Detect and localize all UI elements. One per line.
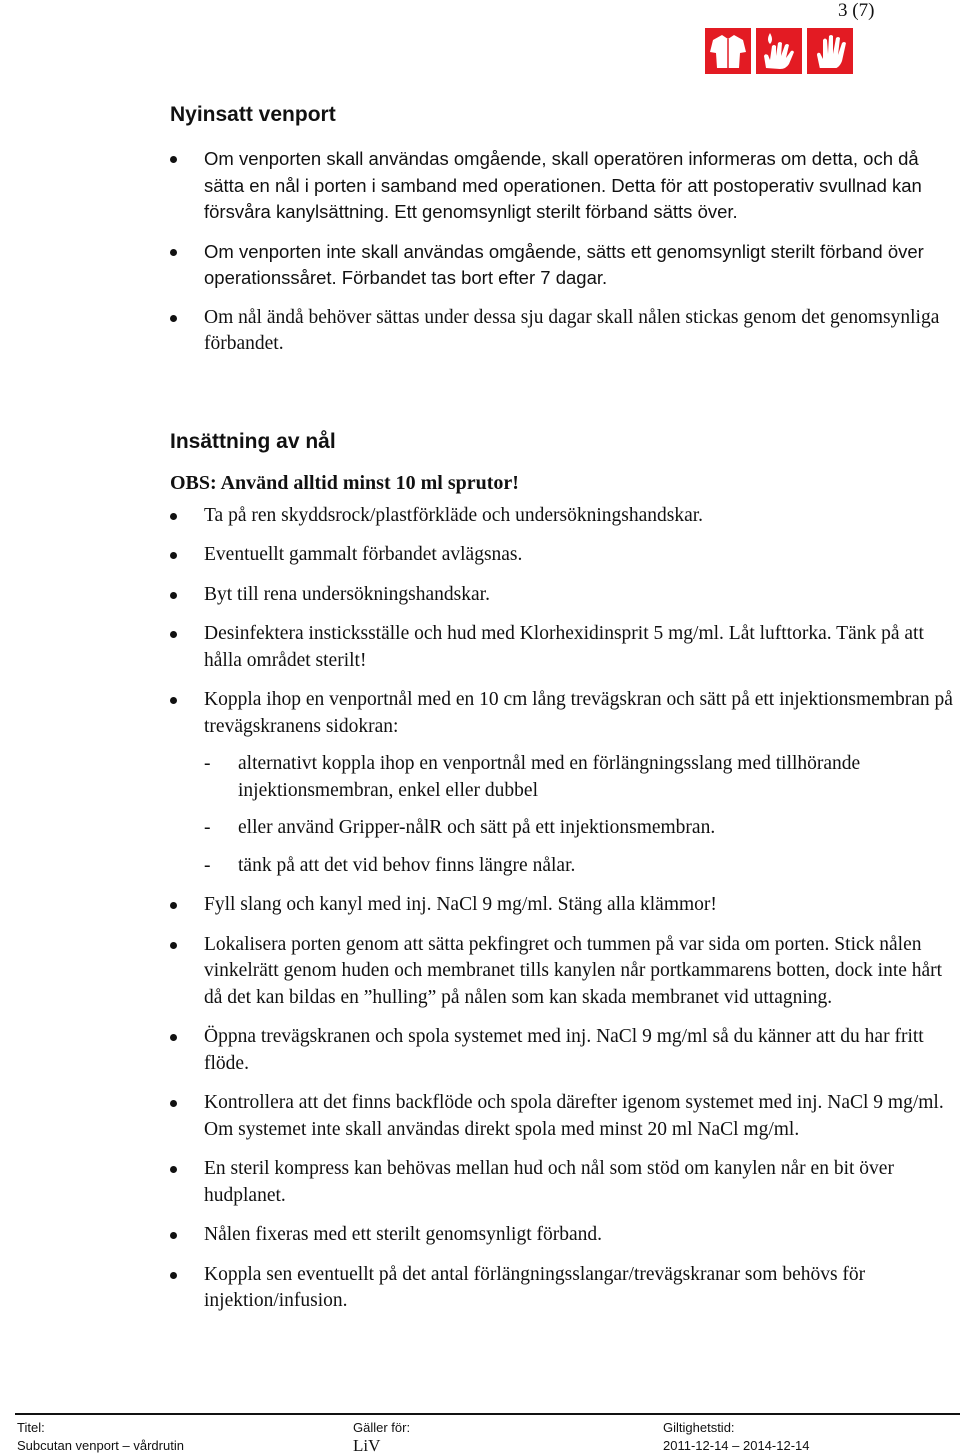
page-footer xyxy=(15,1413,960,1455)
sub-list-item xyxy=(204,751,955,804)
footer-title-value: Subcutan venport – vårdrutin xyxy=(17,1438,184,1453)
footer-title xyxy=(17,1419,184,1455)
glove-icon xyxy=(807,28,853,74)
list-item: Kontrollera att det finns backflöde och spola därefter igenom systemet med inj. NaCl 9 mg/ml. Om systemet inte skall användas direkt spola med minst 20 ml NaCl mg/ml. xyxy=(170,1090,955,1143)
dash-marker: - xyxy=(204,817,211,838)
list-item: Desinfektera insticksställe och hud med Klorhexidinsprit 5 mg/ml. Låt lufttorka. Tänk på att hålla området sterilt! xyxy=(170,621,955,674)
sub-list-item xyxy=(204,853,955,880)
sub-list-item-text: alternativt koppla ihop en venportnål med en förlängningsslang med tillhörande injektionsmembran, enkel eller dubbel xyxy=(238,753,861,801)
list-item: Ta på ren skyddsrock/plastförkläde och undersökningshandskar. xyxy=(170,503,955,530)
sub-list xyxy=(204,751,955,879)
footer-applies xyxy=(353,1419,410,1455)
list-item: Lokalisera porten genom att sätta pekfingret och tummen på var sida om porten. Stick nålen vinkelrätt genom huden och membranet tills kanylen når portkammarens botten, dock inte hårt då det kan bildas en ”hulling” på nålen som kan skada membranet vid uttagning. xyxy=(170,932,955,1012)
list-item: Om nål ändå behöver sättas under dessa sju dagar skall nålen stickas genom det genomsynliga förbandet. xyxy=(170,305,955,358)
section-heading: Nyinsatt venport xyxy=(170,103,336,126)
footer-applies-label: Gäller för: xyxy=(353,1420,411,1435)
footer-applies-value: LiV xyxy=(353,1436,381,1455)
list-item: Om venporten skall användas omgående, skall operatören informeras om detta, och då sätta en nål i porten i samband med operationen. Detta för att postoperativ svullnad kan försvåra kanylsättning. Ett genomsynligt sterilt förband sätts över. xyxy=(170,146,955,226)
list-item: Fyll slang och kanyl med inj. NaCl 9 mg/ml. Stäng alla klämmor! xyxy=(170,892,955,919)
list-item: Byt till rena undersökningshandskar. xyxy=(170,582,955,609)
section-heading: Insättning av nål xyxy=(170,429,336,453)
footer-title-label: Titel: xyxy=(17,1420,45,1435)
list-item: Öppna trevägskranen och spola systemet med inj. NaCl 9 mg/ml så du känner att du har fritt flöde. xyxy=(170,1024,955,1077)
list-item: Eventuellt gammalt förbandet avlägsnas. xyxy=(170,542,955,569)
protective-coat-icon xyxy=(705,28,751,74)
document-body xyxy=(170,100,955,1328)
list-item: Om venporten inte skall användas omgående, sätts ett genomsynligt sterilt förband över operationssåret. Förbandet tas bort efter 7 dagar. xyxy=(170,239,955,292)
sub-list-item xyxy=(204,815,955,842)
list-item: Koppla sen eventuellt på det antal förlängningsslangar/trevägskranar som behövs för injektion/infusion. xyxy=(170,1262,955,1315)
page-number: 3 (7) xyxy=(838,0,875,21)
sub-list-item-text: eller använd Gripper-nålR och sätt på ett injektionsmembran. xyxy=(238,817,716,838)
list-item-text: Koppla ihop en venportnål med en 10 cm lång trevägskran och sätt på ett injektionsmembran på trevägskranens sidokran: xyxy=(204,689,953,737)
obs-note: OBS: Använd alltid minst 10 ml sprutor! xyxy=(170,471,519,494)
hand-disinfection-icon xyxy=(756,28,802,74)
list-item: Nålen fixeras med ett sterilt genomsynligt förband. xyxy=(170,1222,955,1249)
list-item xyxy=(170,687,955,879)
list-item: En steril kompress kan behövas mellan hud och nål som stöd om kanylen når en bit över hudplanet. xyxy=(170,1156,955,1209)
bullet-list xyxy=(170,503,955,1315)
bullet-list xyxy=(170,146,955,358)
footer-validity xyxy=(663,1419,810,1455)
footer-validity-value: 2011-12-14 – 2014-12-14 xyxy=(663,1438,810,1453)
dash-marker: - xyxy=(204,753,211,774)
footer-validity-label: Giltighetstid: xyxy=(663,1420,735,1435)
sub-list-item-text: tänk på att det vid behov finns längre nålar. xyxy=(238,854,576,876)
dash-marker: - xyxy=(204,854,211,876)
header-icons xyxy=(705,28,853,74)
